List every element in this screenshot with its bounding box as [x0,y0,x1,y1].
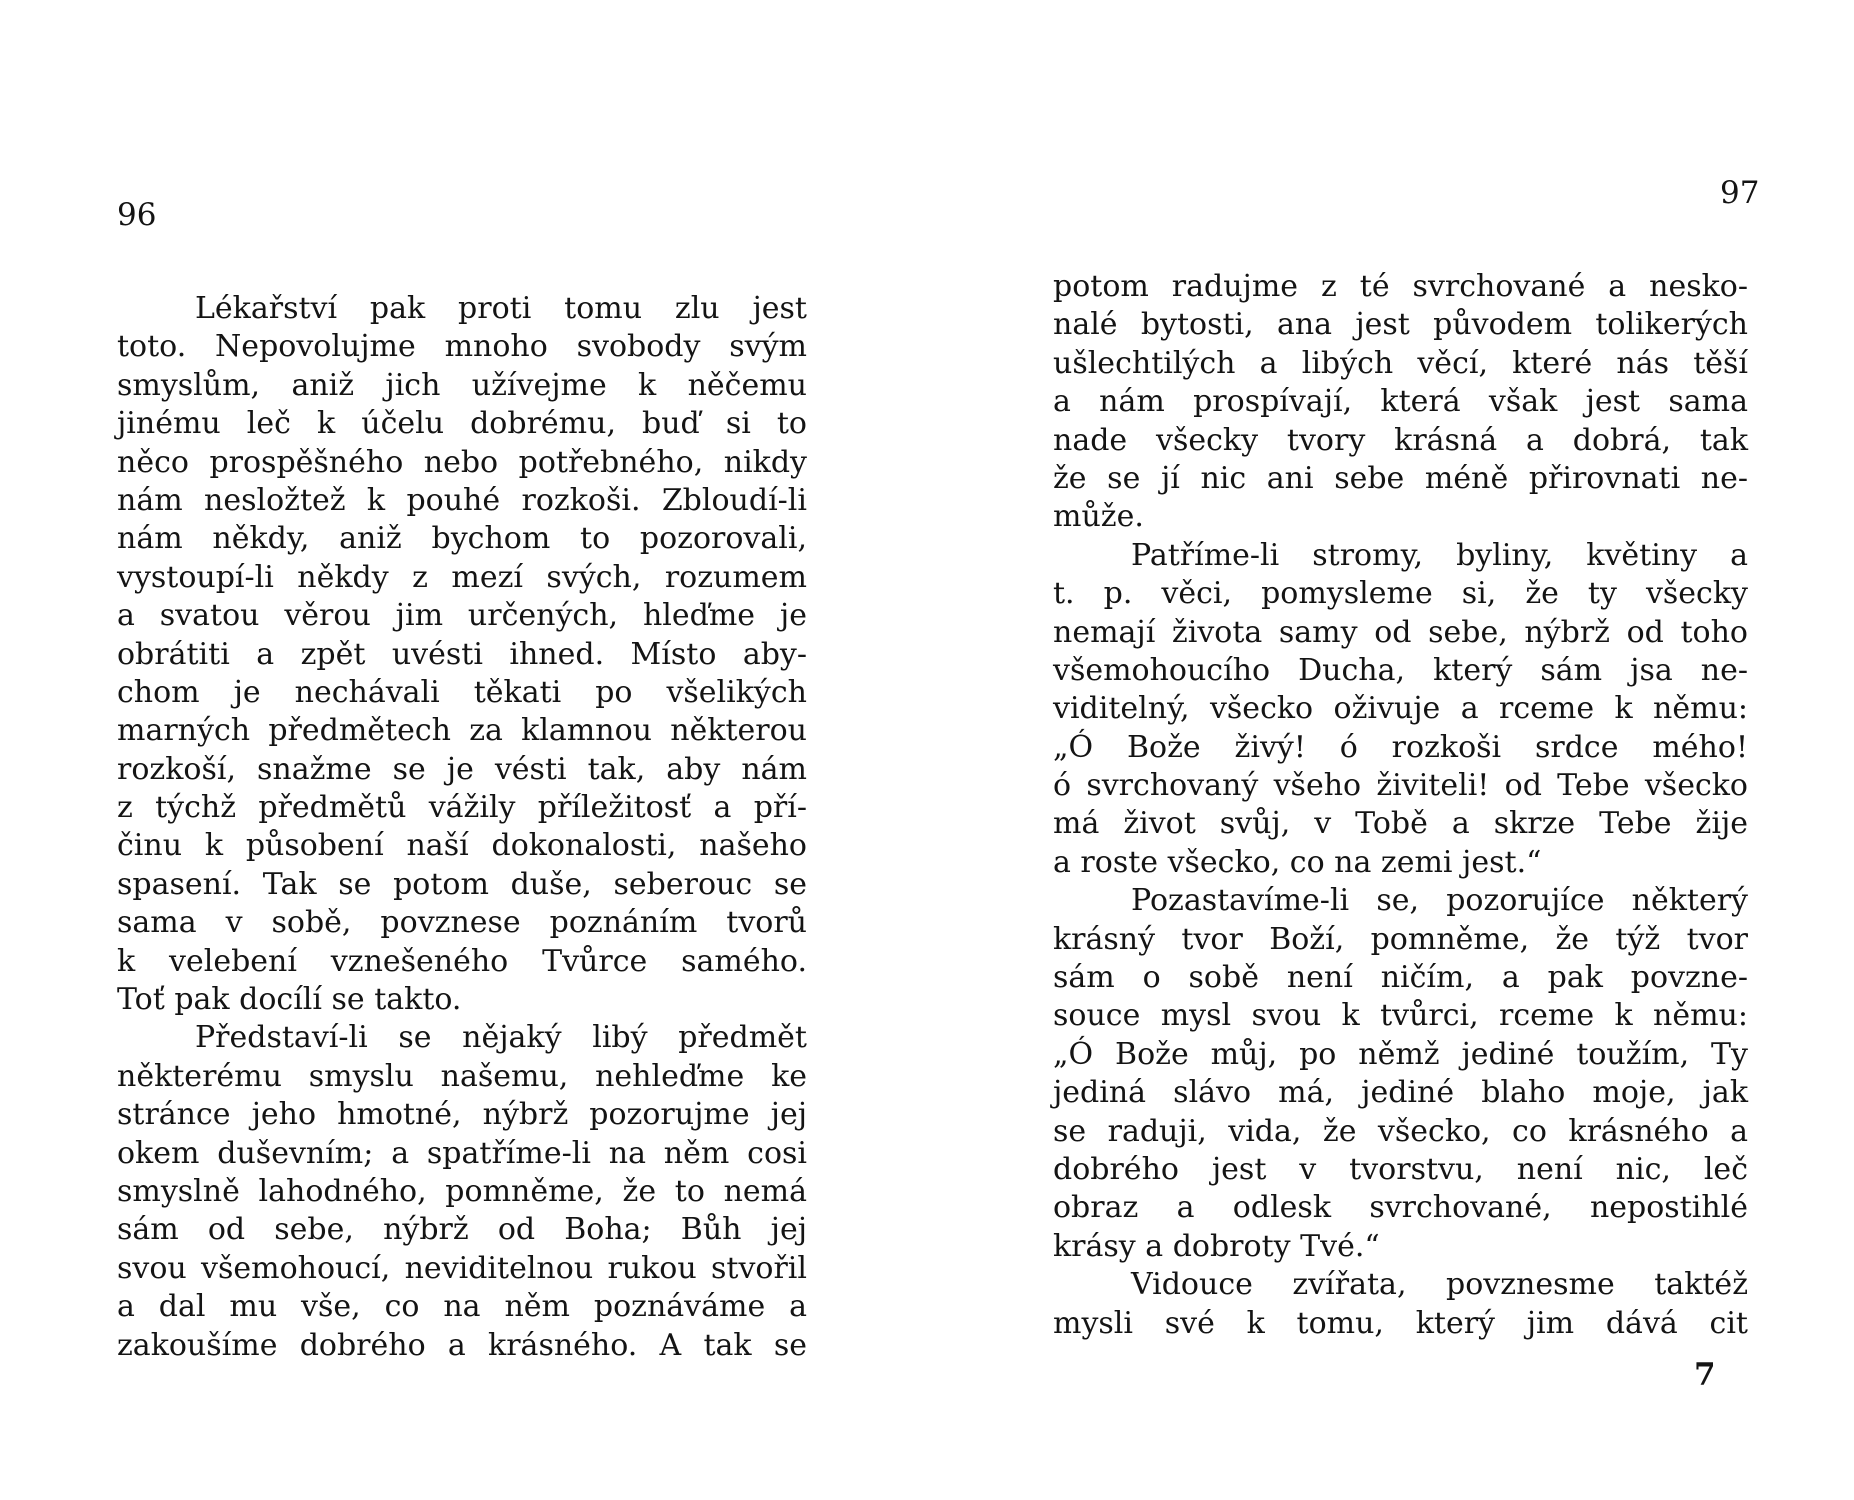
text-line: nade všecky tvory krásná a dobrá, tak [1053,422,1748,458]
text-line: Patříme-li stromy, byliny, květiny a [1131,537,1748,573]
text-line: toto. Nepovolujme mnoho svobody svým [117,329,807,365]
text-line: spasení. Tak se potom duše, seberouc se [117,866,807,902]
text-line: chom je nechávali těkati po všelikých [117,674,807,710]
text-line: Vidouce zvířata, povznesme taktéž [1131,1267,1748,1303]
text-line: obraz a odlesk svrchované, nepostihlé [1053,1190,1748,1226]
text-line: nemají života samy od sebe, nýbrž od toho [1053,614,1748,650]
signature-mark: 7 [1694,1357,1716,1393]
text-line: k velebení vznešeného Tvůrce samého. [117,943,807,979]
text-line: krásný tvor Boží, pomněme, že týž tvor [1053,921,1748,957]
text-line: jinému leč k účelu dobrému, buď si to [117,406,807,442]
text-line: všemohoucího Ducha, který sám jsa ne- [1053,652,1748,688]
text-line: potom radujme z té svrchované a nesko- [1053,269,1748,304]
text-line: „Ó Bože můj, po němž jediné toužím, Ty [1053,1036,1748,1072]
text-line: smyslně lahodného, pomněme, že to nemá [117,1173,807,1209]
text-line: Toť pak docílí se takto. [117,982,462,1018]
text-line: souce mysl svou k tvůrci, rceme k němu: [1053,998,1748,1034]
text-line: sám o sobě není ničím, a pak povzne- [1053,960,1748,996]
text-line: Lékařství pak proti tomu zlu jest [195,291,807,326]
text-line: se raduji, vida, že všecko, co krásného a [1053,1113,1748,1149]
text-line: sama v sobě, povznese poznáním tvorů [117,905,807,941]
text-line: a svatou věrou jim určených, hleďme je [117,598,807,634]
text-line: smyslům, aniž jich užívejme k něčemu [117,367,807,403]
text-line: některému smyslu našemu, nehleďme ke [117,1058,807,1094]
text-line: ušlechtilých a libých věcí, které nás těší [1053,345,1748,381]
text-line: okem duševním; a spatříme-li na něm cosi [117,1135,807,1171]
right-page-text [1053,268,1748,1343]
text-line: a roste všecko, co na zemi jest.“ [1053,844,1542,880]
text-line: a dal mu vše, co na něm poznáváme a [117,1289,807,1325]
text-line: dobrého jest v tvorstvu, není nic, leč [1053,1151,1748,1187]
text-line: t. p. věci, pomysleme si, že ty všecky [1053,576,1748,612]
text-line: zakoušíme dobrého a krásného. A tak se [117,1327,807,1363]
left-page-number: 96 [117,197,157,233]
text-line: vystoupí-li někdy z mezí svých, rozumem [117,559,807,595]
text-line: sám od sebe, nýbrž od Boha; Bůh jej [117,1212,807,1248]
text-line: nalé bytosti, ana jest původem tolikerých [1053,307,1748,343]
text-line: a nám prospívají, která však jest sama [1053,384,1748,420]
text-line: svou všemohoucí, neviditelnou rukou stvořil [117,1250,807,1286]
text-line: nám nesložtež k pouhé rozkoši. Zbloudí-li [117,482,807,518]
text-line: Pozastavíme-li se, pozorujíce některý [1131,883,1748,919]
right-page-number: 97 [1720,175,1760,211]
text-line: nám někdy, aniž bychom to pozorovali, [117,521,807,557]
text-line: má život svůj, v Tobě a skrze Tebe žije [1053,806,1748,842]
text-line: „Ó Bože živý! ó rozkoši srdce mého! [1053,729,1748,765]
text-line: viditelný, všecko oživuje a rceme k němu: [1053,691,1748,727]
text-line: z týchž předmětů vážily příležitosť a pří- [117,790,807,826]
text-line: obrátiti a zpět uvésti ihned. Místo aby- [117,636,807,672]
text-line: že se jí nic ani sebe méně přirovnati ne- [1053,460,1748,496]
text-line: stránce jeho hmotné, nýbrž pozorujme jej [117,1097,807,1133]
text-line: mysli své k tomu, který jim dává cit [1053,1305,1748,1341]
text-line: činu k působení naší dokonalosti, našeho [117,828,807,864]
text-line: ó svrchovaný všeho živiteli! od Tebe všecko [1053,768,1748,804]
text-line: jediná slávo má, jediné blaho moje, jak [1053,1075,1748,1111]
text-line: Představí-li se nějaký libý předmět [195,1020,807,1056]
text-line: může. [1053,499,1144,535]
left-page-text [117,290,807,1365]
text-line: marných předmětech za klamnou některou [117,713,807,749]
text-line: krásy a dobroty Tvé.“ [1053,1228,1380,1264]
text-line: něco prospěšného nebo potřebného, nikdy [117,444,807,480]
text-line: rozkoší, snažme se je vésti tak, aby nám [117,751,807,787]
